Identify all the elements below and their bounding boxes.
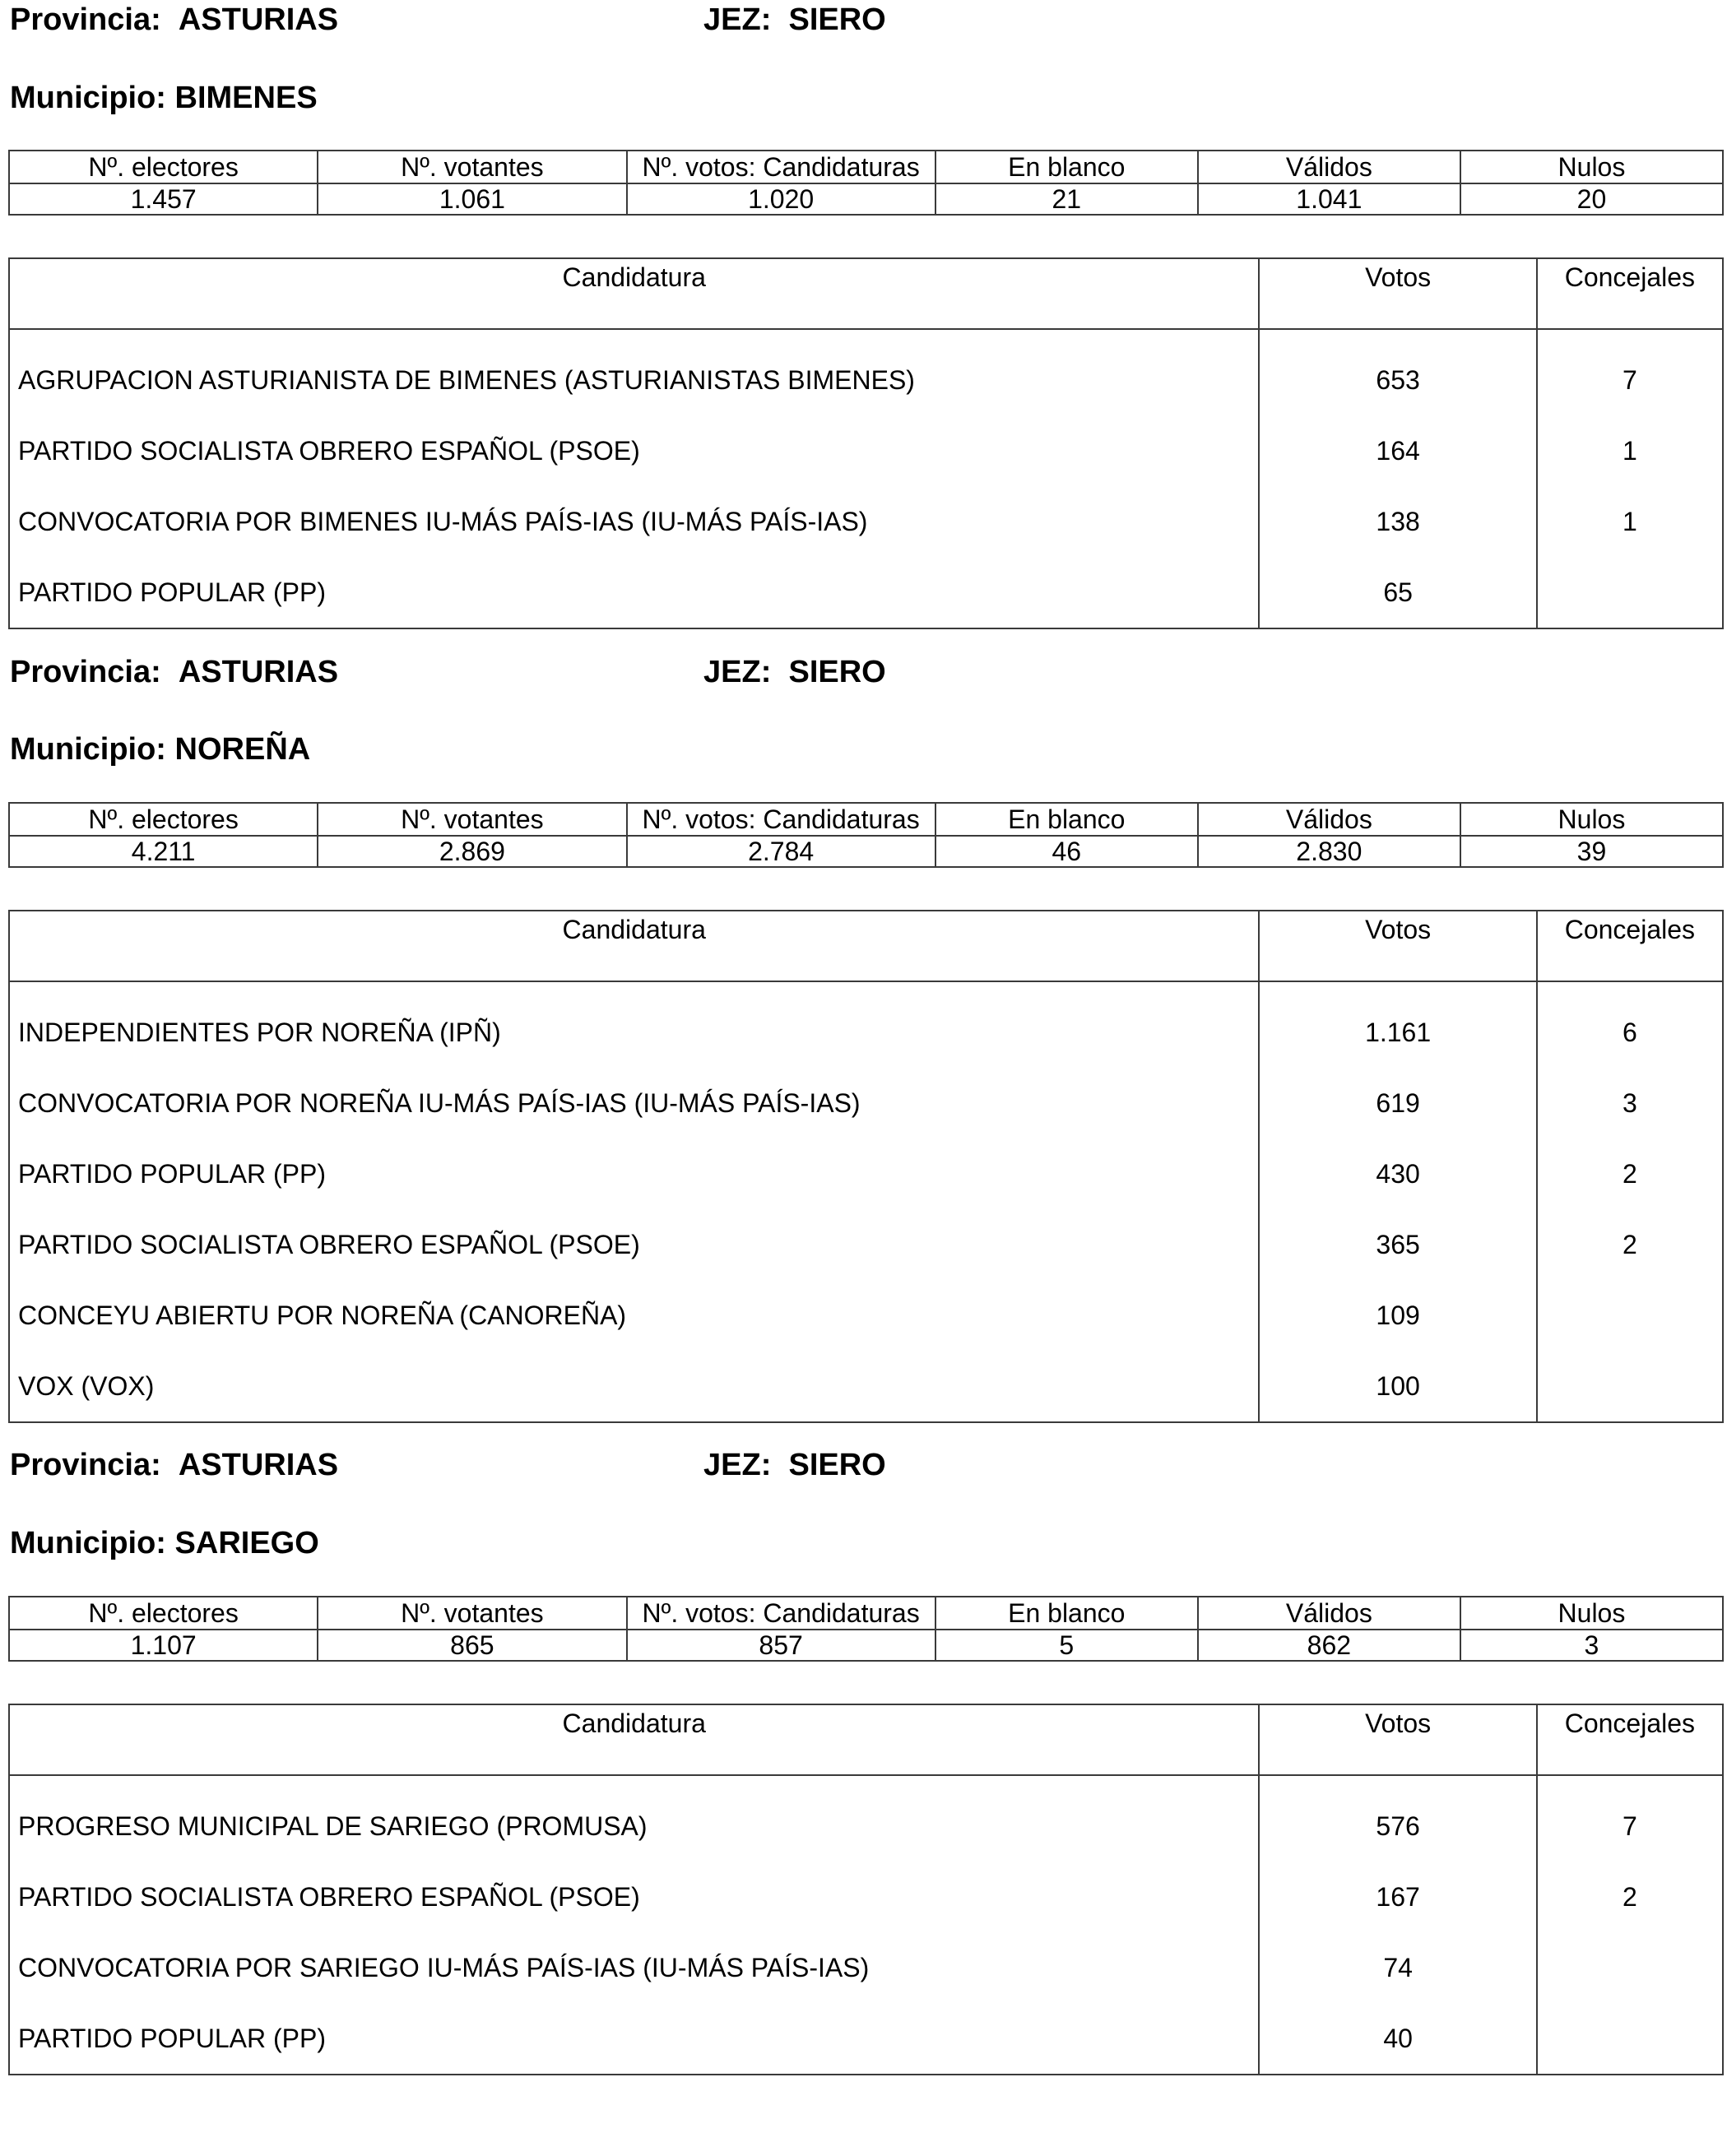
- summary-header-row: [9, 803, 1723, 836]
- municipio-value: SARIEGO: [174, 1526, 319, 1560]
- candidate-votes: 138: [1259, 486, 1536, 557]
- summary-header-cell: Nº. electores: [9, 1597, 318, 1630]
- candidate-councillors: [1537, 2003, 1723, 2075]
- candidate-votes: 100: [1259, 1351, 1536, 1422]
- summary-value-cell: 2.869: [318, 836, 626, 867]
- candidate-votes: 653: [1259, 329, 1536, 415]
- candidate-councillors: [1537, 1351, 1723, 1422]
- candidatura-header: Candidatura: [9, 911, 1259, 981]
- candidates-header-row: [9, 1704, 1723, 1775]
- municipio-value: NOREÑA: [174, 732, 311, 767]
- votos-header: Votos: [1259, 258, 1536, 329]
- candidate-name: VOX (VOX): [9, 1351, 1259, 1422]
- summary-table: [8, 150, 1724, 216]
- summary-header-row: [9, 1597, 1723, 1630]
- summary-value-cell: 21: [935, 183, 1198, 215]
- candidates-header-row: [9, 911, 1723, 981]
- candidate-name: PARTIDO SOCIALISTA OBRERO ESPAÑOL (PSOE): [9, 1862, 1259, 1932]
- candidate-councillors: 2: [1537, 1862, 1723, 1932]
- candidate-councillors: 6: [1537, 981, 1723, 1068]
- municipio-heading: [10, 730, 310, 769]
- candidate-name: AGRUPACION ASTURIANISTA DE BIMENES (ASTURIANISTAS BIMENES): [9, 329, 1259, 415]
- summary-values-row: [9, 1630, 1723, 1661]
- candidate-councillors: [1537, 557, 1723, 628]
- jez-heading: [703, 0, 886, 39]
- provincia-label: Provincia:: [10, 2, 161, 37]
- candidate-votes: 164: [1259, 415, 1536, 486]
- summary-header-cell: Nulos: [1460, 151, 1723, 183]
- summary-value-cell: 1.020: [627, 183, 935, 215]
- candidate-councillors: 2: [1537, 1138, 1723, 1209]
- summary-header-cell: Nº. electores: [9, 803, 318, 836]
- summary-value-cell: 2.784: [627, 836, 935, 867]
- candidate-name: CONVOCATORIA POR SARIEGO IU-MÁS PAÍS-IAS (IU-MÁS PAÍS-IAS): [9, 1932, 1259, 2003]
- jez-heading: [703, 1445, 886, 1485]
- summary-value-cell: 857: [627, 1630, 935, 1661]
- summary-header-cell: En blanco: [935, 803, 1198, 836]
- header-line: [10, 1445, 1721, 1485]
- provincia-label: Provincia:: [10, 655, 161, 689]
- candidate-councillors: [1537, 1932, 1723, 2003]
- provincia-heading: [10, 1445, 338, 1485]
- summary-value-cell: 1.041: [1198, 183, 1460, 215]
- candidate-row: [9, 1138, 1723, 1209]
- candidate-name: PARTIDO POPULAR (PP): [9, 2003, 1259, 2075]
- candidate-councillors: 1: [1537, 415, 1723, 486]
- summary-value-cell: 39: [1460, 836, 1723, 867]
- candidate-votes: 109: [1259, 1280, 1536, 1351]
- candidate-row: [9, 486, 1723, 557]
- header-line: [10, 652, 1721, 692]
- summary-header-cell: Válidos: [1198, 1597, 1460, 1630]
- candidate-name: INDEPENDIENTES POR NOREÑA (IPÑ): [9, 981, 1259, 1068]
- concejales-header: Concejales: [1537, 258, 1723, 329]
- summary-values-row: [9, 183, 1723, 215]
- summary-header-cell: Nº. votos: Candidaturas: [627, 1597, 935, 1630]
- candidate-councillors: 3: [1537, 1068, 1723, 1138]
- summary-header-cell: Nº. votos: Candidaturas: [627, 151, 935, 183]
- candidate-row: [9, 981, 1723, 1068]
- candidate-votes: 40: [1259, 2003, 1536, 2075]
- candidate-name: CONVOCATORIA POR NOREÑA IU-MÁS PAÍS-IAS (IU-MÁS PAÍS-IAS): [9, 1068, 1259, 1138]
- candidate-votes: 576: [1259, 1775, 1536, 1862]
- summary-header-cell: Válidos: [1198, 151, 1460, 183]
- provincia-value: ASTURIAS: [178, 1448, 339, 1482]
- candidate-name: PROGRESO MUNICIPAL DE SARIEGO (PROMUSA): [9, 1775, 1259, 1862]
- provincia-value: ASTURIAS: [178, 2, 339, 37]
- summary-header-cell: En blanco: [935, 151, 1198, 183]
- candidatura-header: Candidatura: [9, 1704, 1259, 1775]
- concejales-header: Concejales: [1537, 911, 1723, 981]
- summary-header-cell: Nº. votantes: [318, 1597, 626, 1630]
- jez-value: SIERO: [788, 655, 886, 689]
- summary-value-cell: 862: [1198, 1630, 1460, 1661]
- provincia-heading: [10, 0, 338, 39]
- candidate-votes: 619: [1259, 1068, 1536, 1138]
- candidate-row: [9, 1932, 1723, 2003]
- summary-value-cell: 1.457: [9, 183, 318, 215]
- candidate-votes: 1.161: [1259, 981, 1536, 1068]
- candidates-header-row: [9, 258, 1723, 329]
- municipio-label: Municipio:: [10, 732, 166, 767]
- candidate-row: [9, 1351, 1723, 1422]
- summary-table: [8, 802, 1724, 868]
- summary-value-cell: 46: [935, 836, 1198, 867]
- candidate-row: [9, 415, 1723, 486]
- candidate-votes: 167: [1259, 1862, 1536, 1932]
- summary-value-cell: 20: [1460, 183, 1723, 215]
- jez-value: SIERO: [788, 1448, 886, 1482]
- candidate-row: [9, 1209, 1723, 1280]
- candidatura-header: Candidatura: [9, 258, 1259, 329]
- municipio-label: Municipio:: [10, 1526, 166, 1560]
- candidate-row: [9, 1068, 1723, 1138]
- summary-header-cell: Nulos: [1460, 1597, 1723, 1630]
- jez-label: JEZ:: [703, 1448, 772, 1482]
- summary-value-cell: 1.107: [9, 1630, 318, 1661]
- candidate-votes: 365: [1259, 1209, 1536, 1280]
- summary-header-cell: Nº. electores: [9, 151, 318, 183]
- candidate-name: PARTIDO POPULAR (PP): [9, 1138, 1259, 1209]
- summary-header-row: [9, 151, 1723, 183]
- provincia-label: Provincia:: [10, 1448, 161, 1482]
- summary-value-cell: 865: [318, 1630, 626, 1661]
- candidate-votes: 74: [1259, 1932, 1536, 2003]
- candidates-table: [8, 257, 1724, 629]
- summary-value-cell: 3: [1460, 1630, 1723, 1661]
- candidate-councillors: 1: [1537, 486, 1723, 557]
- header-line: [10, 0, 1721, 39]
- summary-header-cell: Nº. votantes: [318, 803, 626, 836]
- municipio-label: Municipio:: [10, 81, 166, 115]
- provincia-heading: [10, 652, 338, 692]
- candidate-row: [9, 1775, 1723, 1862]
- candidate-row: [9, 557, 1723, 628]
- candidate-name: PARTIDO POPULAR (PP): [9, 557, 1259, 628]
- summary-header-cell: Nº. votos: Candidaturas: [627, 803, 935, 836]
- candidate-name: CONVOCATORIA POR BIMENES IU-MÁS PAÍS-IAS (IU-MÁS PAÍS-IAS): [9, 486, 1259, 557]
- summary-header-cell: En blanco: [935, 1597, 1198, 1630]
- jez-heading: [703, 652, 886, 692]
- candidate-name: CONCEYU ABIERTU POR NOREÑA (CANOREÑA): [9, 1280, 1259, 1351]
- candidate-councillors: [1537, 1280, 1723, 1351]
- candidate-councillors: 2: [1537, 1209, 1723, 1280]
- candidate-councillors: 7: [1537, 329, 1723, 415]
- candidates-table: [8, 1704, 1724, 2075]
- candidate-name: PARTIDO SOCIALISTA OBRERO ESPAÑOL (PSOE): [9, 415, 1259, 486]
- candidate-councillors: 7: [1537, 1775, 1723, 1862]
- candidate-votes: 430: [1259, 1138, 1536, 1209]
- candidate-votes: 65: [1259, 557, 1536, 628]
- provincia-value: ASTURIAS: [178, 655, 339, 689]
- summary-value-cell: 1.061: [318, 183, 626, 215]
- summary-values-row: [9, 836, 1723, 867]
- summary-header-cell: Válidos: [1198, 803, 1460, 836]
- candidate-row: [9, 2003, 1723, 2075]
- candidate-row: [9, 1280, 1723, 1351]
- candidate-row: [9, 1862, 1723, 1932]
- summary-value-cell: 2.830: [1198, 836, 1460, 867]
- summary-header-cell: Nulos: [1460, 803, 1723, 836]
- jez-value: SIERO: [788, 2, 886, 37]
- municipio-heading: [10, 78, 318, 118]
- municipio-value: BIMENES: [174, 81, 318, 115]
- candidate-row: [9, 329, 1723, 415]
- municipio-heading: [10, 1523, 319, 1563]
- summary-header-cell: Nº. votantes: [318, 151, 626, 183]
- jez-label: JEZ:: [703, 2, 772, 37]
- candidate-name: PARTIDO SOCIALISTA OBRERO ESPAÑOL (PSOE): [9, 1209, 1259, 1280]
- summary-value-cell: 5: [935, 1630, 1198, 1661]
- candidates-table: [8, 910, 1724, 1423]
- votos-header: Votos: [1259, 911, 1536, 981]
- summary-value-cell: 4.211: [9, 836, 318, 867]
- concejales-header: Concejales: [1537, 1704, 1723, 1775]
- votos-header: Votos: [1259, 1704, 1536, 1775]
- summary-table: [8, 1596, 1724, 1662]
- jez-label: JEZ:: [703, 655, 772, 689]
